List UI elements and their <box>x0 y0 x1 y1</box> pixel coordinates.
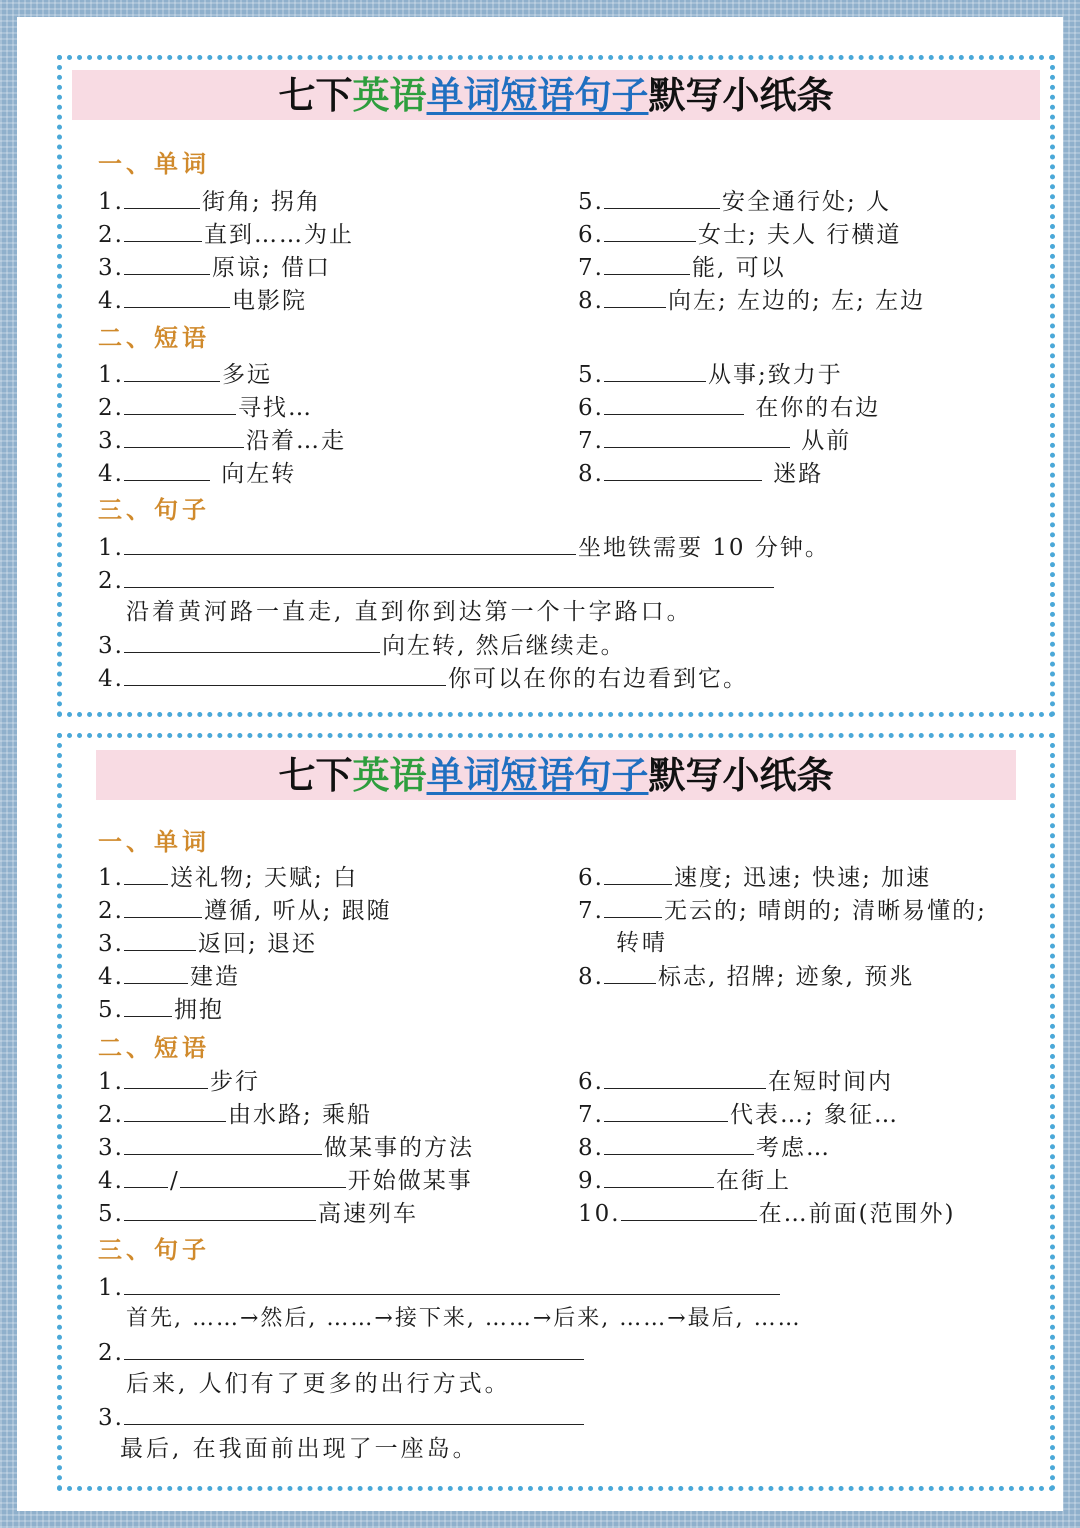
answer-blank[interactable] <box>124 425 244 448</box>
title-part-content: 单词短语句子 <box>426 73 649 117</box>
answer-blank[interactable] <box>621 1198 757 1221</box>
sentence-translation: 沿着黄河路一直走, 直到你到达第一个十字路口。 <box>126 599 693 625</box>
word-item: 1. 送礼物; 天赋; 白 <box>98 862 358 893</box>
answer-blank[interactable] <box>604 285 666 308</box>
paper-sheet <box>17 17 1063 1511</box>
word-item: 1. 街角; 拐角 <box>98 186 321 217</box>
phrase-item: 1. 步行 <box>98 1066 260 1097</box>
title-part-subject: 英语 <box>352 753 427 797</box>
section-sentences-heading: 三、句子 <box>98 1236 210 1264</box>
answer-blank[interactable] <box>124 1165 168 1188</box>
answer-blank[interactable] <box>604 359 706 382</box>
word-item: 4. 建造 <box>98 961 240 992</box>
answer-blank[interactable] <box>124 1066 208 1089</box>
word-item: 2. 直到……为止 <box>98 219 354 250</box>
word-item: 3. 返回; 退还 <box>98 928 317 959</box>
section-words-heading: 一、单词 <box>98 150 210 178</box>
card-title <box>96 750 1016 800</box>
answer-blank[interactable] <box>124 285 230 308</box>
answer-blank[interactable] <box>604 392 744 415</box>
phrase-item: 4. 向左转 <box>98 458 296 489</box>
answer-blank[interactable] <box>124 928 196 951</box>
answer-blank[interactable] <box>604 252 690 275</box>
answer-blank[interactable] <box>604 458 762 481</box>
answer-blank[interactable] <box>124 532 576 555</box>
answer-blank[interactable] <box>124 1198 316 1221</box>
answer-blank[interactable] <box>604 186 720 209</box>
answer-blank[interactable] <box>124 663 446 686</box>
section-sentences-heading: 三、句子 <box>98 496 210 524</box>
answer-blank[interactable] <box>604 219 696 242</box>
answer-blank[interactable] <box>124 994 172 1017</box>
section-phrases-heading: 二、短语 <box>98 324 210 352</box>
word-item: 8. 标志, 招牌; 迹象, 预兆 <box>578 961 914 992</box>
word-item: 7. 无云的; 晴朗的; 清晰易懂的; <box>578 895 987 926</box>
answer-blank[interactable] <box>124 458 210 481</box>
answer-blank[interactable] <box>604 862 672 885</box>
word-item: 3. 原谅; 借口 <box>98 252 331 283</box>
answer-blank[interactable] <box>604 895 662 918</box>
sentence-item: 3. 向左转, 然后继续走。 <box>98 630 626 661</box>
phrase-item: 1. 多远 <box>98 359 272 390</box>
word-item: 2. 遵循, 听从; 跟随 <box>98 895 392 926</box>
answer-blank[interactable] <box>604 425 790 448</box>
sentence-translation: 最后, 在我面前出现了一座岛。 <box>120 1436 479 1462</box>
answer-blank[interactable] <box>604 1132 754 1155</box>
phrase-item: 2. 由水路; 乘船 <box>98 1099 372 1130</box>
sentence-item: 3. <box>98 1402 586 1433</box>
section-phrases-heading: 二、短语 <box>98 1034 210 1062</box>
phrase-item: 2. 寻找… <box>98 392 313 423</box>
phrase-item: 6. 在你的右边 <box>578 392 880 423</box>
answer-blank[interactable] <box>124 219 202 242</box>
word-item: 6. 速度; 迅速; 快速; 加速 <box>578 862 931 893</box>
answer-blank[interactable] <box>180 1165 346 1188</box>
answer-blank[interactable] <box>604 961 656 984</box>
answer-blank[interactable] <box>604 1099 728 1122</box>
phrase-item: 9. 在街上 <box>578 1165 791 1196</box>
phrase-item: 5. 高速列车 <box>98 1198 418 1229</box>
title-part-type: 默写小纸条 <box>648 753 834 797</box>
answer-blank[interactable] <box>604 1165 714 1188</box>
word-item: 5. 安全通行处; 人 <box>578 186 891 217</box>
answer-blank[interactable] <box>124 1099 226 1122</box>
answer-blank[interactable] <box>124 1132 322 1155</box>
dictation-card-1 <box>57 55 1055 717</box>
answer-blank[interactable] <box>604 1066 766 1089</box>
answer-blank[interactable] <box>124 961 188 984</box>
sentence-item: 2. <box>98 565 776 596</box>
word-item: 5. 拥抱 <box>98 994 224 1025</box>
answer-blank[interactable] <box>124 359 220 382</box>
answer-blank[interactable] <box>124 392 236 415</box>
sentence-item: 4. 你可以在你的右边看到它。 <box>98 663 748 694</box>
phrase-item: 4. / 开始做某事 <box>98 1165 473 1196</box>
word-item: 7. 能, 可以 <box>578 252 786 283</box>
answer-blank[interactable] <box>124 186 200 209</box>
sentence-item: 1. <box>98 1272 782 1303</box>
answer-blank[interactable] <box>124 1272 780 1295</box>
section-words-heading: 一、单词 <box>98 828 210 856</box>
title-part-grade: 七下 <box>278 753 353 797</box>
phrase-item: 7. 代表…; 象征… <box>578 1099 899 1130</box>
sentence-translation: 首先, ……→然后, ……→接下来, ……→后来, ……→最后, …… <box>126 1306 802 1331</box>
answer-blank[interactable] <box>124 565 774 588</box>
card-title <box>72 70 1040 120</box>
sentence-item: 1. 坐地铁需要 10 分钟。 <box>98 532 830 563</box>
answer-blank[interactable] <box>124 252 210 275</box>
title-part-type: 默写小纸条 <box>648 73 834 117</box>
answer-blank[interactable] <box>124 1337 584 1360</box>
phrase-item: 7. 从前 <box>578 425 851 456</box>
title-part-grade: 七下 <box>278 73 353 117</box>
phrase-item: 8. 迷路 <box>578 458 823 489</box>
word-item-continuation: 转晴 <box>616 930 668 956</box>
word-item: 8. 向左; 左边的; 左; 左边 <box>578 285 925 316</box>
answer-blank[interactable] <box>124 862 168 885</box>
phrase-item: 3. 沿着…走 <box>98 425 346 456</box>
word-item: 6. 女士; 夫人 行横道 <box>578 219 901 250</box>
sentence-translation: 后来, 人们有了更多的出行方式。 <box>126 1371 511 1397</box>
dictation-card-2 <box>57 733 1055 1491</box>
title-part-subject: 英语 <box>352 73 427 117</box>
phrase-item: 8. 考虑… <box>578 1132 831 1163</box>
answer-blank[interactable] <box>124 630 380 653</box>
answer-blank[interactable] <box>124 895 202 918</box>
title-part-content: 单词短语句子 <box>426 753 649 797</box>
sentence-item: 2. <box>98 1337 586 1368</box>
phrase-item: 5. 从事;致力于 <box>578 359 843 390</box>
phrase-item: 6. 在短时间内 <box>578 1066 893 1097</box>
word-item: 4. 电影院 <box>98 285 307 316</box>
answer-blank[interactable] <box>124 1402 584 1425</box>
phrase-item: 10. 在…前面(范围外) <box>578 1198 956 1229</box>
phrase-item: 3. 做某事的方法 <box>98 1132 474 1163</box>
